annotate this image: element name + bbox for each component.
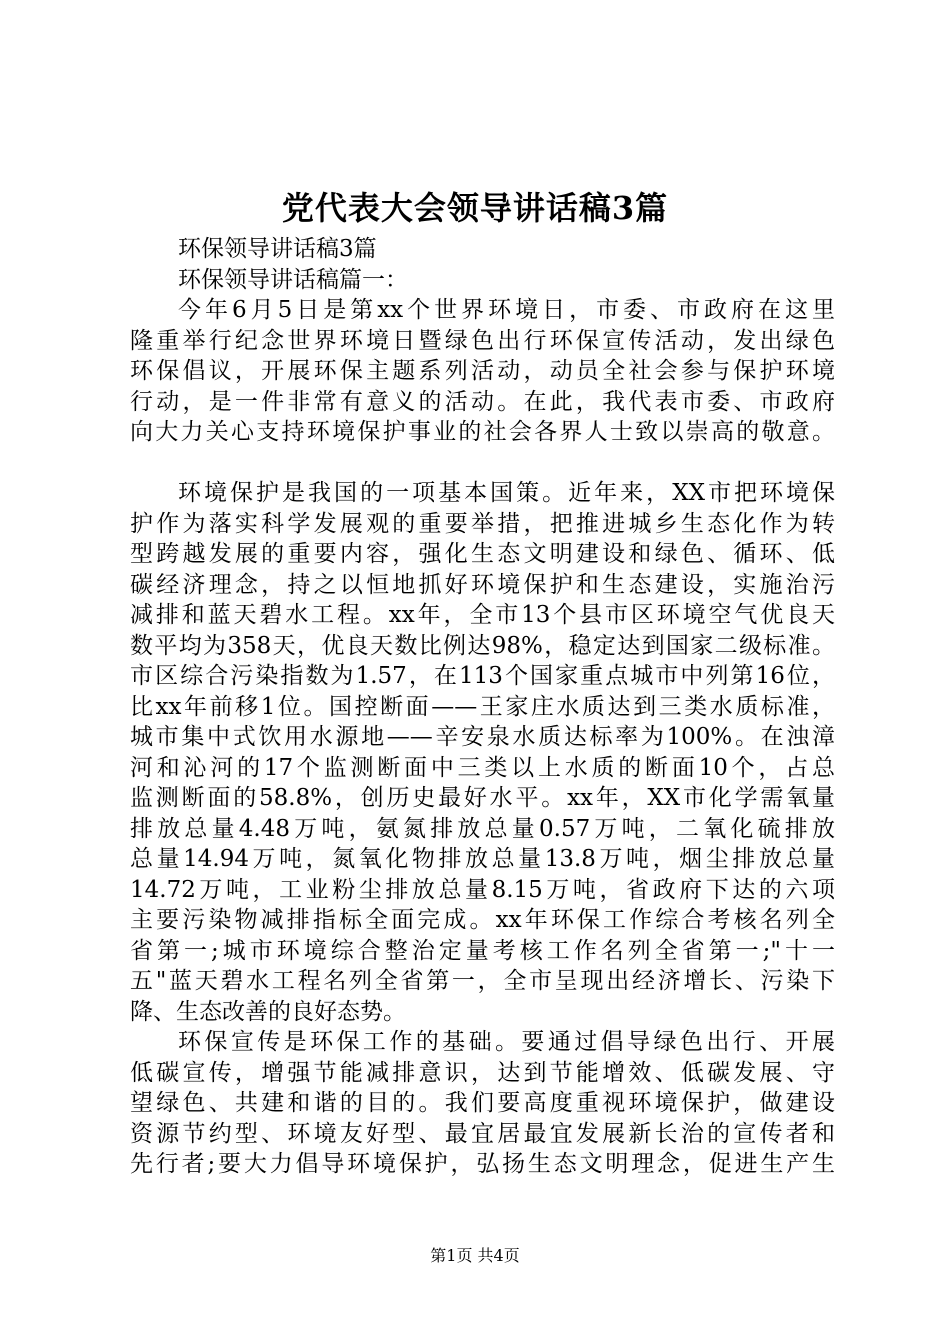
text-line: 护作为落实科学发展观的重要举措，把推进城乡生态化作为转 — [130, 510, 835, 537]
text-line: 碳经济理念，持之以恒地抓好环境保护和生态建设，实施治污 — [130, 571, 835, 598]
text-line: 省第一;城市环境综合整治定量考核工作名列全省第一;"十一 — [130, 937, 835, 964]
paragraph-gap — [130, 448, 835, 479]
text-line: 河和沁河的17个监测断面中三类以上水质的断面10个，占总 — [130, 754, 835, 781]
text-line: 资源节约型、环境友好型、最宜居最宜发展新长治的宣传者和 — [130, 1120, 835, 1147]
page-footer: 第1页 共4页 — [430, 1246, 520, 1265]
text-line: 环保倡议，开展环保主题系列活动，动员全社会参与保护环境 — [130, 358, 835, 384]
text-line: 环境保护是我国的一项基本国策。近年来，XX市把环境保 — [178, 480, 835, 506]
text-line: 五"蓝天碧水工程名列全省第一，全市呈现出经济增长、污染下 — [130, 968, 835, 994]
text-line: 市区综合污染指数为1.57，在113个国家重点城市中列第16位， — [130, 663, 835, 689]
text-line: 向大力关心支持环境保护事业的社会各界人士致以崇高的敬意。 — [130, 419, 835, 445]
text-line: 今年6月5日是第xx个世界环境日，市委、市政府在这里 — [178, 297, 835, 323]
document-title: 党代表大会领导讲话稿3篇 — [281, 189, 669, 227]
text-line: 城市集中式饮用水源地——辛安泉水质达标率为100%。在浊漳 — [130, 724, 835, 750]
text-line: 低碳宣传，增强节能减排意识，达到节能增效、低碳发展、守 — [130, 1059, 835, 1086]
text-line: 先行者;要大力倡导环境保护，弘扬生态文明理念，促进生产生 — [130, 1151, 835, 1177]
text-line: 望绿色、共建和谐的目的。我们要高度重视环境保护，做建设 — [130, 1090, 835, 1116]
document-body — [130, 234, 835, 1180]
text-line: 减排和蓝天碧水工程。xx年，全市13个县市区环境空气优良天 — [130, 602, 835, 628]
text-line: 行动，是一件非常有意义的活动。在此，我代表市委、市政府 — [130, 388, 835, 415]
text-line: 型跨越发展的重要内容，强化生态文明建设和绿色、循环、低 — [130, 541, 835, 567]
text-line: 监测断面的58.8%，创历史最好水平。xx年，XX市化学需氧量 — [130, 785, 835, 811]
text-line: 总量14.94万吨，氮氧化物排放总量13.8万吨，烟尘排放总量 — [130, 846, 835, 872]
text-line: 隆重举行纪念世界环境日暨绿色出行环保宣传活动，发出绿色 — [130, 327, 835, 354]
text-line: 环保领导讲话稿3篇 — [178, 236, 377, 262]
text-line: 环保宣传是环保工作的基础。要通过倡导绿色出行、开展 — [178, 1029, 835, 1055]
text-line: 数平均为358天，优良天数比例达98%，稳定达到国家二级标准。 — [130, 632, 835, 659]
text-line: 降、生态改善的良好态势。 — [130, 998, 406, 1025]
text-line: 14.72万吨，工业粉尘排放总量8.15万吨，省政府下达的六项 — [130, 876, 835, 903]
text-line: 比xx年前移1位。国控断面——王家庄水质达到三类水质标准， — [130, 693, 835, 720]
text-line: 主要污染物减排指标全面完成。xx年环保工作综合考核名列全 — [130, 907, 835, 933]
text-line: 环保领导讲话稿篇一： — [178, 266, 408, 293]
text-line: 排放总量4.48万吨，氨氮排放总量0.57万吨，二氧化硫排放 — [130, 815, 835, 842]
